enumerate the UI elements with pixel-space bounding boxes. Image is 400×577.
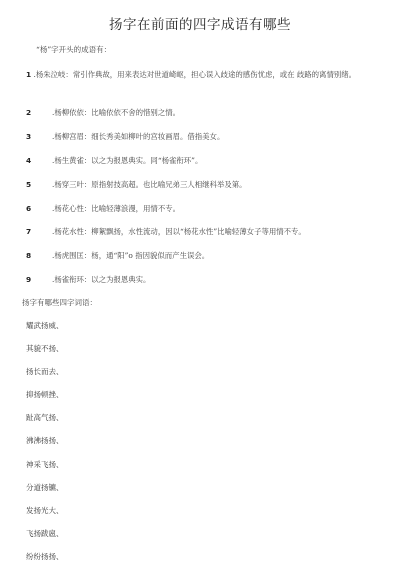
idiom-item-2 bbox=[26, 106, 386, 120]
item-text: .杨花心性：比喻轻薄浪漫，用情不专。 bbox=[52, 204, 180, 213]
item-text: .杨柳宫眉：细长秀美如柳叶的宫妆画眉。借指美女。 bbox=[52, 132, 225, 141]
item-text: .杨朱泣岐：常引作典故，用来表达对世道崎岖，担心误入歧途的感伤忧虑，或在 歧路的离情别绪。 bbox=[33, 70, 357, 79]
idiom-item-4 bbox=[26, 154, 386, 168]
word-item: 纷纷扬扬、 bbox=[26, 552, 64, 561]
word-item: 沸沸扬扬、 bbox=[26, 436, 64, 445]
item-number: 4 bbox=[26, 156, 32, 165]
idiom-item-9 bbox=[26, 273, 386, 287]
item-number: 1 bbox=[26, 70, 32, 79]
item-number: 2 bbox=[26, 108, 32, 117]
item-text: .杨柳依依：比喻依依不舍的惜别之情。 bbox=[52, 108, 180, 117]
item-number: 5 bbox=[26, 180, 32, 189]
item-number: 7 bbox=[26, 227, 32, 236]
word-item: 扬长而去、 bbox=[26, 367, 64, 376]
item-number: 8 bbox=[26, 251, 32, 260]
item-text: .杨穿三叶：原指射技高超。也比喻兄弟三人相继科举及第。 bbox=[52, 180, 247, 189]
idiom-item-7 bbox=[26, 225, 386, 239]
idiom-item-1 bbox=[14, 68, 390, 82]
word-item: 分道扬镳、 bbox=[26, 483, 64, 492]
item-text: .杨虎围匡：杨，通“阳”o 指因貌似而产生误会。 bbox=[52, 251, 210, 260]
item-text: .杨花水性：柳絮飘扬，水性流动，因以“杨花水性”比喻轻薄女子等用情不专。 bbox=[52, 227, 306, 236]
item-number: 3 bbox=[26, 132, 32, 141]
intro-text: “杨”字开头的成语有： bbox=[36, 45, 112, 54]
idiom-item-3 bbox=[26, 130, 386, 144]
word-item: 其貌不扬、 bbox=[26, 344, 64, 353]
idiom-item-8 bbox=[26, 249, 386, 263]
section-heading: 扬字有哪些四字词语： bbox=[22, 298, 97, 307]
word-item: 神采飞扬、 bbox=[26, 460, 64, 469]
word-item: 耀武扬威、 bbox=[26, 321, 64, 330]
item-number: 9 bbox=[26, 275, 32, 284]
item-text: .杨雀衔环：以之为报恩典实。 bbox=[52, 275, 151, 284]
idiom-item-6 bbox=[26, 202, 386, 216]
item-text: .杨生黄雀：以之为报恩典实。同“杨雀衔环”。 bbox=[52, 156, 203, 165]
word-item: 飞扬跋扈、 bbox=[26, 529, 64, 538]
word-item: 抑扬顿挫、 bbox=[26, 390, 64, 399]
item-number: 6 bbox=[26, 204, 32, 213]
page-title: 扬字在前面的四字成语有哪些 bbox=[109, 17, 291, 33]
idiom-item-5 bbox=[26, 178, 386, 192]
word-item: 趾高气扬、 bbox=[26, 413, 64, 422]
word-item: 发扬光大、 bbox=[26, 506, 64, 515]
